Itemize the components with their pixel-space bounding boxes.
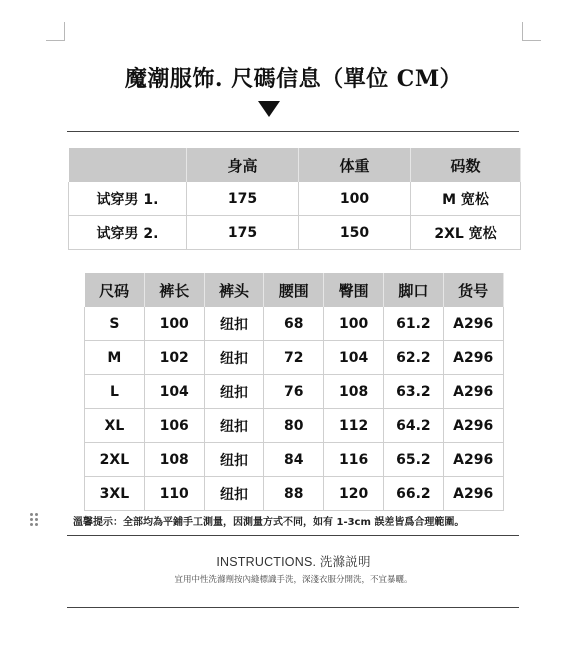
table-cell: 66.2 (383, 477, 443, 511)
table-cell: 100 (324, 307, 384, 341)
table-cell: A296 (443, 307, 503, 341)
table-cell: 65.2 (383, 443, 443, 477)
table-cell: 112 (324, 409, 384, 443)
table-row (85, 443, 504, 477)
triangle-down-icon (258, 101, 280, 117)
table-cell: 纽扣 (204, 443, 264, 477)
drag-handle-icon[interactable] (30, 513, 40, 529)
table-cell: A296 (443, 341, 503, 375)
table-cell: A296 (443, 375, 503, 409)
table-row (85, 341, 504, 375)
table-cell: L (85, 375, 145, 409)
table-cell: 175 (187, 182, 299, 216)
table-cell: 108 (324, 375, 384, 409)
table-cell: 64.2 (383, 409, 443, 443)
table-cell: 100 (144, 307, 204, 341)
table-cell: 116 (324, 443, 384, 477)
table-row (85, 477, 504, 511)
model-table-header-cell: 身高 (187, 148, 299, 182)
model-table-header-cell: 体重 (299, 148, 411, 182)
page-title: 魔潮服饰. 尺碼信息（單位 CM） (124, 66, 463, 92)
table-cell: A296 (443, 409, 503, 443)
table-cell: 102 (144, 341, 204, 375)
table-cell: M (85, 341, 145, 375)
table-cell: 2XL 宽松 (411, 216, 521, 250)
table-cell: 104 (324, 341, 384, 375)
table-row (69, 216, 521, 250)
size-table-header-cell: 裤长 (144, 273, 204, 307)
table-cell: 106 (144, 409, 204, 443)
divider-middle (67, 535, 519, 536)
size-table-header-cell: 臀围 (324, 273, 384, 307)
model-table-header-row (69, 148, 521, 182)
table-cell: 100 (299, 182, 411, 216)
page-corner-mark-top-right (522, 22, 541, 41)
table-cell: 150 (299, 216, 411, 250)
divider-bottom (67, 607, 519, 608)
table-cell: 72 (264, 341, 324, 375)
instructions-title: INSTRUCTIONS. 洗滌説明 (216, 555, 371, 569)
table-cell: 175 (187, 216, 299, 250)
model-fit-table (68, 148, 521, 250)
table-cell: M 宽松 (411, 182, 521, 216)
table-cell: 120 (324, 477, 384, 511)
table-cell: S (85, 307, 145, 341)
table-cell: 84 (264, 443, 324, 477)
table-cell: 76 (264, 375, 324, 409)
table-cell: 62.2 (383, 341, 443, 375)
model-table-header-cell (69, 148, 187, 182)
table-row (85, 409, 504, 443)
table-cell: 纽扣 (204, 375, 264, 409)
table-cell: 纽扣 (204, 341, 264, 375)
size-table-header-row (85, 273, 504, 307)
table-cell: 80 (264, 409, 324, 443)
table-row (85, 375, 504, 409)
table-cell: 110 (144, 477, 204, 511)
size-table-header-cell: 尺码 (85, 273, 145, 307)
size-chart-table (84, 273, 504, 511)
size-table-header-cell: 裤头 (204, 273, 264, 307)
table-row (69, 182, 521, 216)
size-table-header-cell: 货号 (443, 273, 503, 307)
table-row (85, 307, 504, 341)
table-cell: 纽扣 (204, 409, 264, 443)
table-cell: 68 (264, 307, 324, 341)
model-table-header-cell: 码数 (411, 148, 521, 182)
table-cell: 试穿男 2. (69, 216, 187, 250)
page-corner-mark-top-left (46, 22, 65, 41)
measurement-note: 溫馨提示：全部均為平鋪手工測量，因測量方式不同，如有 1-3cm 誤差皆爲合理範圍。 (73, 517, 465, 528)
instructions-text: 宜用中性洗滌劑按內縫標識手洗，深淺衣服分開洗，不宜暴曬。 (174, 575, 413, 585)
table-cell: A296 (443, 443, 503, 477)
table-cell: 108 (144, 443, 204, 477)
divider-top (67, 131, 519, 132)
table-cell: 61.2 (383, 307, 443, 341)
table-cell: 3XL (85, 477, 145, 511)
table-cell: XL (85, 409, 145, 443)
table-cell: 试穿男 1. (69, 182, 187, 216)
size-table-header-cell: 脚口 (383, 273, 443, 307)
size-table-header-cell: 腰围 (264, 273, 324, 307)
table-cell: 104 (144, 375, 204, 409)
table-cell: 纽扣 (204, 307, 264, 341)
table-cell: 纽扣 (204, 477, 264, 511)
table-cell: A296 (443, 477, 503, 511)
table-cell: 88 (264, 477, 324, 511)
table-cell: 63.2 (383, 375, 443, 409)
table-cell: 2XL (85, 443, 145, 477)
